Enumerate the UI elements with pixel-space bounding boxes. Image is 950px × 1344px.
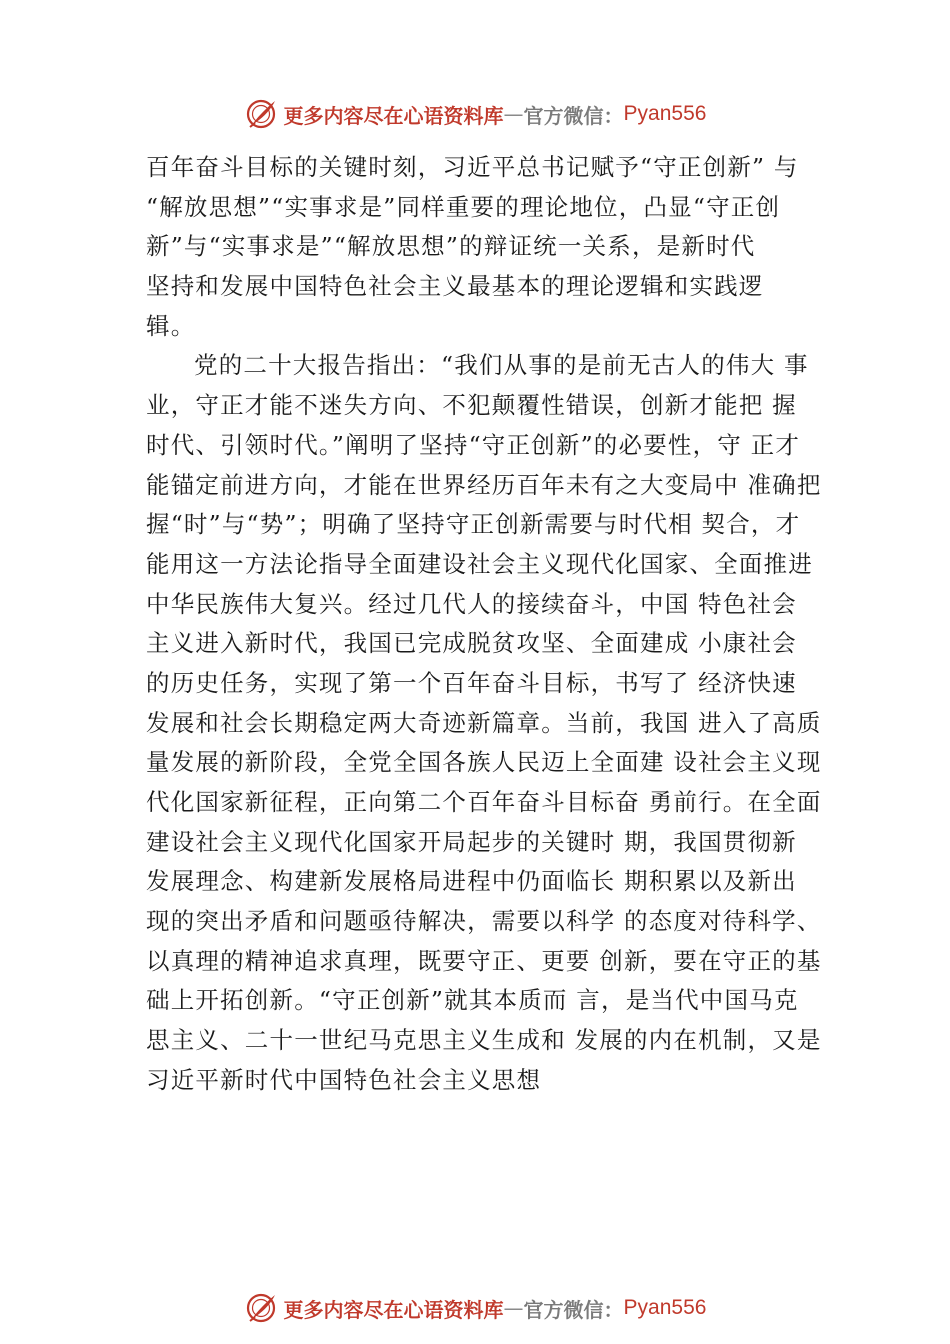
text-line: 辑。 — [146, 311, 196, 340]
text-line: 的历史任务，实现了第一个百年奋斗目标，书写了 经济快速 — [146, 668, 797, 697]
watermark-dash: — — [503, 102, 524, 126]
text-line: 新”与“实事求是”“解放思想”的辩证统一关系，是新时代 — [146, 232, 756, 261]
paragraph-1 — [146, 148, 836, 346]
quill-pen-seal-icon — [244, 97, 278, 131]
text-line: 代化国家新征程，正向第二个百年奋斗目标奋 勇前行。在全面 — [146, 788, 822, 816]
text-line: 以真理的精神追求真理，既要守正、更要 创新，要在守正的基 — [146, 946, 822, 975]
text-line: 能锚定前进方向，才能在世界经历百年未有之大变局中 准确把 — [146, 470, 822, 499]
text-line: 量发展的新阶段，全党全国各族人民迈上全面建 设社会主义现 — [146, 748, 822, 777]
text-line: 能用这一方法论指导全面建设社会主义现代化国家、全面推进 — [146, 549, 813, 578]
header-watermark — [0, 94, 950, 134]
watermark-wechat-label: 官方微信： — [523, 103, 624, 128]
text-line: 础上开拓创新。“守正创新”就其本质而 言，是当代中国马克 — [146, 986, 799, 1015]
footer-watermark — [0, 1288, 950, 1328]
watermark-wechat-id: Pyan556 — [623, 102, 707, 125]
text-line: 建设社会主义现代化国家开局起步的关键时 期，我国贯彻新 — [146, 827, 797, 856]
text-line: 发展和社会长期稳定两大奇迹新篇章。当前，我国 进入了高质 — [146, 708, 822, 737]
watermark-wechat-id: Pyan556 — [623, 1296, 707, 1319]
text-line: 发展理念、构建新发展格局进程中仍面临长 期积累以及新出 — [146, 867, 797, 896]
text-line: 百年奋斗目标的关键时刻，习近平总书记赋予“守正创新” 与 — [146, 153, 799, 181]
text-line: 时代、引领时代。”阐明了坚持“守正创新”的必要性，守 正才 — [146, 430, 801, 459]
quill-pen-seal-icon — [244, 1291, 278, 1325]
text-line: 业，守正才能不迷失方向、不犯颠覆性错误，创新才能把 握 — [146, 391, 797, 420]
text-line: 主义进入新时代，我国已完成脱贫攻坚、全面建成 小康社会 — [146, 629, 797, 658]
watermark-main-text: 更多内容尽在心语资料库 — [283, 1297, 504, 1322]
watermark-wechat-label: 官方微信： — [523, 1297, 624, 1322]
document-body — [146, 148, 836, 1101]
text-line: 中华民族伟大复兴。经过几代人的接续奋斗，中国 特色社会 — [146, 589, 797, 618]
text-line: 党的二十大报告指出：“我们从事的是前无古人的伟大 事 — [194, 351, 809, 380]
text-line: 坚持和发展中国特色社会主义最基本的理论逻辑和实践逻 — [146, 272, 764, 301]
watermark-main-text: 更多内容尽在心语资料库 — [283, 103, 504, 128]
text-line: 现的突出矛盾和问题亟待解决，需要以科学 的态度对待科学、 — [146, 907, 822, 936]
text-line: 握“时”与“势”；明确了坚持守正创新需要与时代相 契合，才 — [146, 510, 801, 539]
text-line: 思主义、二十一世纪马克思主义生成和 发展的内在机制，又是 — [146, 1026, 822, 1055]
paragraph-2 — [146, 346, 836, 1100]
text-line: “解放思想”“实事求是”同样重要的理论地位，凸显“守正创 — [146, 192, 781, 221]
watermark-dash: — — [503, 1296, 524, 1320]
text-line: 习近平新时代中国特色社会主义思想 — [146, 1065, 542, 1094]
